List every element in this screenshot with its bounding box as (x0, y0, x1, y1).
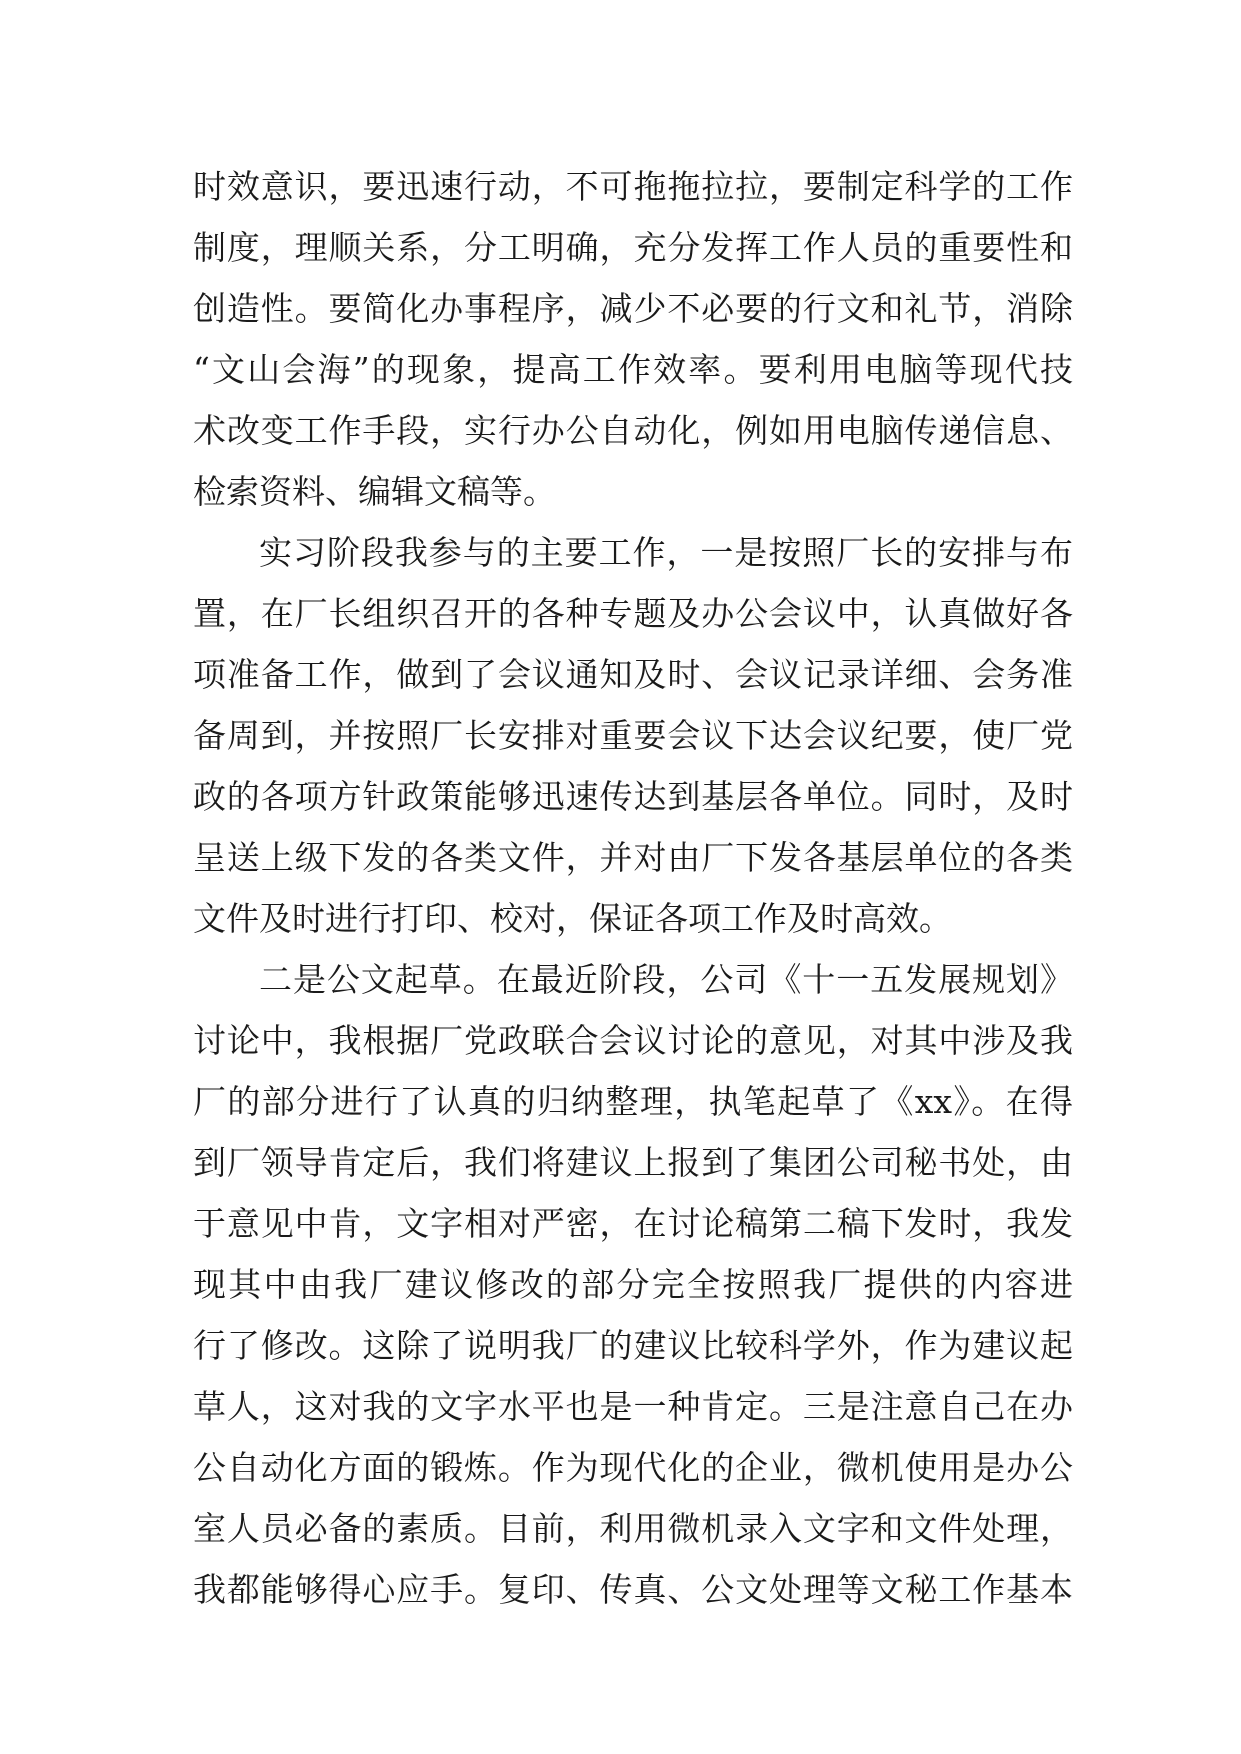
text-line: 公自动化方面的锻炼。作为现代化的企业，微机使用是办公 (193, 1448, 1073, 1487)
text-line: 二是公文起草。在最近阶段，公司《十一五发展规划》 (259, 960, 1073, 999)
paragraph (193, 522, 1073, 949)
text-line: 项准备工作，做到了会议通知及时、会议记录详细、会务准 (193, 655, 1073, 694)
text-line: 制度，理顺关系，分工明确，充分发挥工作人员的重要性和 (193, 228, 1073, 267)
text-line: 检索资料、编辑文稿等。 (193, 472, 556, 511)
text-line: 置，在厂长组织召开的各种专题及办公会议中，认真做好各 (193, 594, 1073, 633)
text-line: 草人，这对我的文字水平也是一种肯定。三是注意自己在办 (193, 1387, 1073, 1426)
text-line: 创造性。要简化办事程序，减少不必要的行文和礼节，消除 (193, 289, 1073, 328)
text-line: 政的各项方针政策能够迅速传达到基层各单位。同时，及时 (193, 777, 1073, 816)
text-line: “文山会海”的现象，提高工作效率。要利用电脑等现代技 (193, 350, 1073, 389)
text-line: 室人员必备的素质。目前，利用微机录入文字和文件处理， (193, 1509, 1073, 1548)
text-line: 实习阶段我参与的主要工作，一是按照厂长的安排与布 (259, 533, 1073, 572)
text-line: 行了修改。这除了说明我厂的建议比较科学外，作为建议起 (193, 1326, 1073, 1365)
text-line: 厂的部分进行了认真的归纳整理，执笔起草了《xx》。在得 (193, 1082, 1073, 1121)
text-line: 文件及时进行打印、校对，保证各项工作及时高效。 (193, 899, 952, 938)
text-line: 呈送上级下发的各类文件，并对由厂下发各基层单位的各类 (193, 838, 1073, 877)
document-body (193, 156, 1073, 1620)
paragraph (193, 949, 1073, 1620)
text-line: 备周到，并按照厂长安排对重要会议下达会议纪要，使厂党 (193, 716, 1073, 755)
text-line: 现其中由我厂建议修改的部分完全按照我厂提供的内容进 (193, 1265, 1073, 1304)
paragraph (193, 156, 1073, 522)
text-line: 时效意识，要迅速行动，不可拖拖拉拉，要制定科学的工作 (193, 167, 1073, 206)
text-line: 术改变工作手段，实行办公自动化，例如用电脑传递信息、 (193, 411, 1073, 450)
text-line: 我都能够得心应手。复印、传真、公文处理等文秘工作基本 (193, 1570, 1073, 1609)
text-line: 于意见中肯，文字相对严密，在讨论稿第二稿下发时，我发 (193, 1204, 1073, 1243)
text-line: 讨论中，我根据厂党政联合会议讨论的意见，对其中涉及我 (193, 1021, 1073, 1060)
text-line: 到厂领导肯定后，我们将建议上报到了集团公司秘书处，由 (193, 1143, 1073, 1182)
